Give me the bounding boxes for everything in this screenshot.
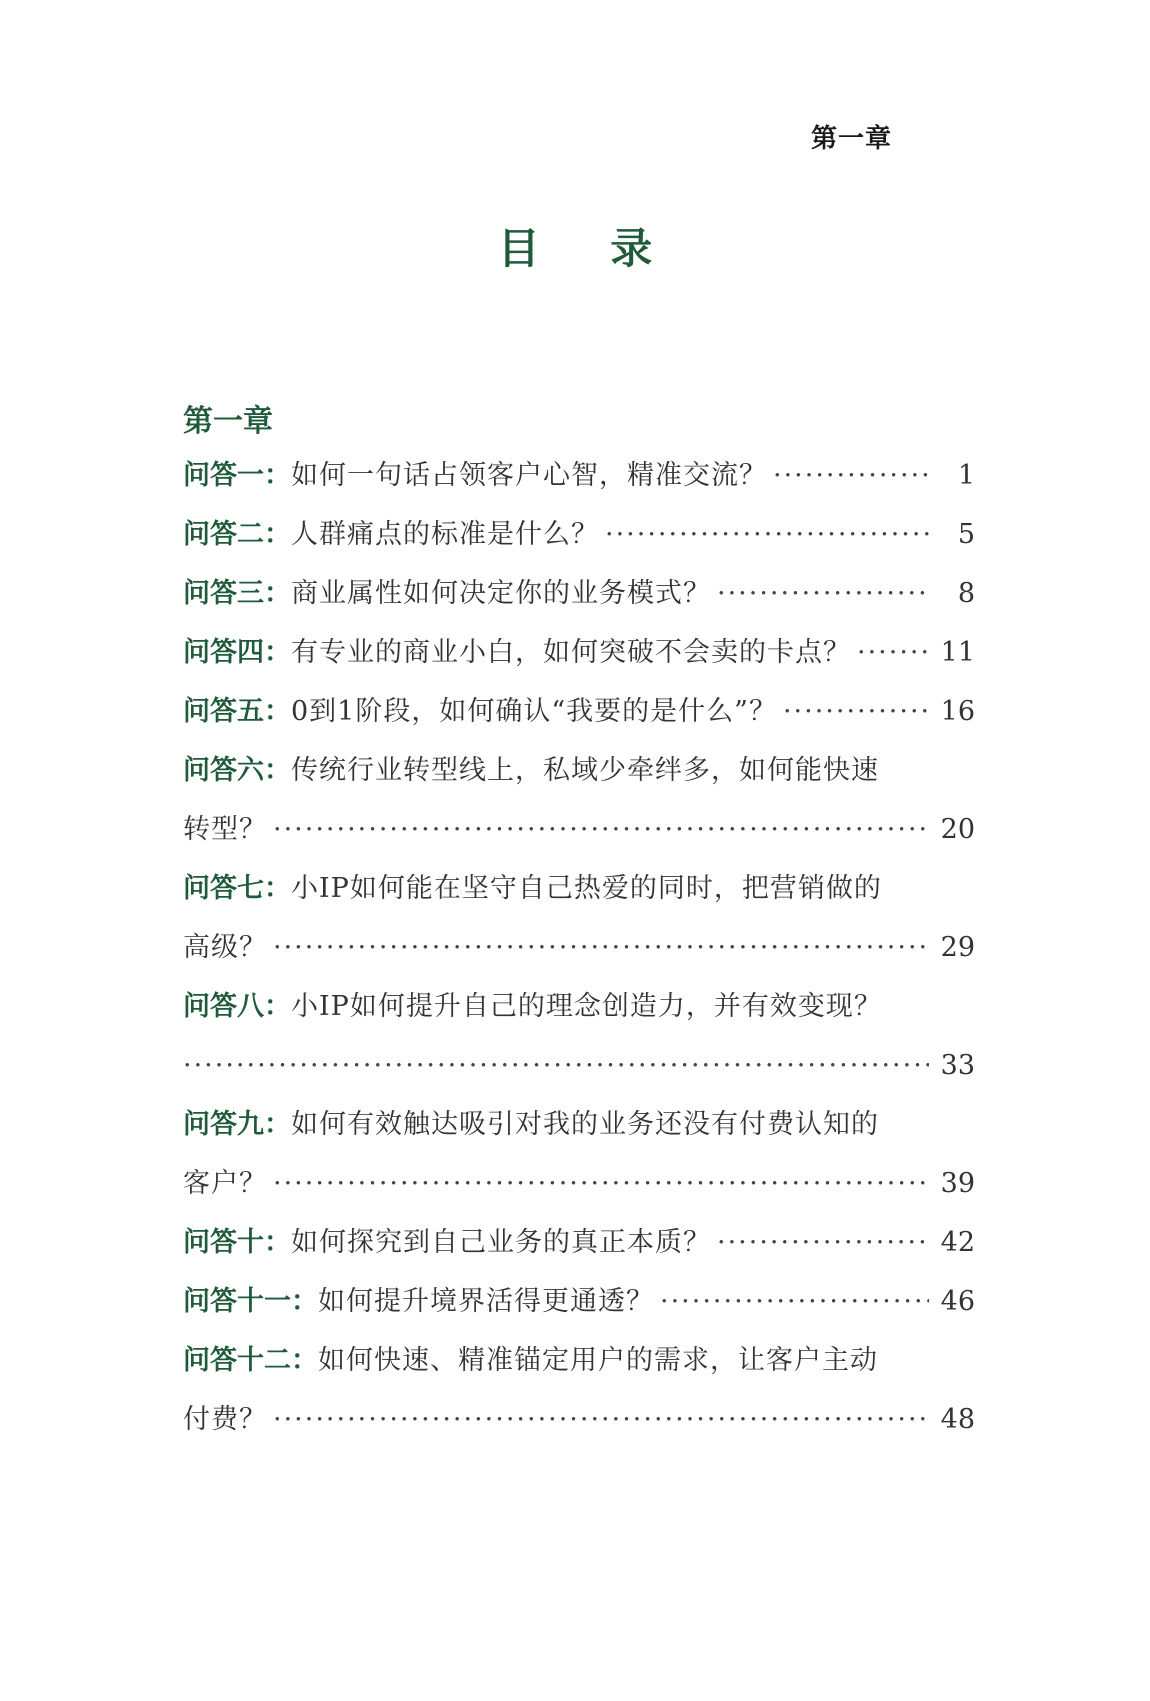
- entry-text: 如何提升境界活得更通透？: [318, 1286, 654, 1317]
- leader-dots: [605, 505, 929, 564]
- chapter-heading: 第一章: [183, 404, 273, 439]
- entry-text-continued: 转型？: [183, 814, 267, 845]
- toc-entry[interactable]: [183, 505, 975, 564]
- leader-dots: [660, 1272, 929, 1331]
- entry-page-number: 39: [940, 1168, 975, 1199]
- entry-page-number: 48: [940, 1404, 975, 1435]
- entry-text: 如何一句话占领客户心智，精准交流？: [291, 460, 767, 491]
- toc-entry[interactable]: [183, 564, 975, 623]
- entry-text-continued: 客户？: [183, 1168, 267, 1199]
- entry-text: 人群痛点的标准是什么？: [291, 519, 599, 550]
- entry-label: 问答五：: [183, 696, 291, 727]
- entry-text: 小IP如何提升自己的理念创造力，并有效变现？: [291, 991, 882, 1022]
- entry-page-number: 11: [940, 637, 975, 668]
- entry-label: 问答九：: [183, 1109, 291, 1140]
- entry-page-number: 20: [940, 814, 975, 845]
- entry-text: 小IP如何能在坚守自己热爱的同时，把营销做的: [291, 873, 882, 904]
- toc-entry[interactable]: [183, 446, 975, 505]
- entry-label: 问答八：: [183, 991, 291, 1022]
- entry-text: 有专业的商业小白，如何突破不会卖的卡点？: [291, 637, 851, 668]
- entry-page-number: 33: [940, 1050, 975, 1081]
- entry-text: 如何有效触达吸引对我的业务还没有付费认知的: [291, 1109, 879, 1140]
- entry-page-number: 46: [940, 1286, 975, 1317]
- entry-text: 传统行业转型线上，私域少牵绊多，如何能快速: [291, 755, 879, 786]
- entry-label: 问答七：: [183, 873, 291, 904]
- toc-entry[interactable]: [183, 623, 975, 682]
- entry-label: 问答一：: [183, 460, 291, 491]
- leader-dots: [773, 446, 929, 505]
- leader-dots: [273, 1154, 929, 1213]
- leader-dots: [717, 564, 929, 623]
- running-head: 第一章: [810, 124, 892, 154]
- entry-page-number: 1: [957, 460, 975, 491]
- entry-text: 0到1阶段，如何确认“我要的是什么”？: [291, 696, 777, 727]
- entry-label: 问答十一：: [183, 1286, 318, 1317]
- entry-label: 问答六：: [183, 755, 291, 786]
- entry-page-number: 5: [957, 519, 975, 550]
- toc-entry[interactable]: [183, 977, 975, 1095]
- leader-dots: [783, 682, 929, 741]
- table-of-contents: [183, 400, 975, 1449]
- toc-entry[interactable]: [183, 682, 975, 741]
- entry-text: 如何快速、精准锚定用户的需求，让客户主动: [318, 1345, 878, 1376]
- entry-text: 如何探究到自己业务的真正本质？: [291, 1227, 711, 1258]
- toc-title: 目 录: [497, 224, 681, 273]
- entry-text-continued: 高级？: [183, 932, 267, 963]
- leader-dots: [717, 1213, 929, 1272]
- leader-dots: [273, 800, 929, 859]
- toc-entry[interactable]: [183, 1213, 975, 1272]
- entry-label: 问答十二：: [183, 1345, 318, 1376]
- entry-page-number: 16: [940, 696, 975, 727]
- entry-text-continued: 付费？: [183, 1404, 267, 1435]
- leader-dots: [857, 623, 929, 682]
- toc-entry[interactable]: [183, 1272, 975, 1331]
- entry-page-number: 29: [940, 932, 975, 963]
- toc-entry[interactable]: [183, 1331, 975, 1449]
- leader-dots: [273, 918, 929, 977]
- entry-page-number: 8: [957, 578, 975, 609]
- entry-label: 问答二：: [183, 519, 291, 550]
- toc-entry[interactable]: [183, 859, 975, 977]
- leader-dots: [183, 1036, 929, 1095]
- toc-entry[interactable]: [183, 741, 975, 859]
- toc-entry[interactable]: [183, 1095, 975, 1213]
- entry-text: 商业属性如何决定你的业务模式？: [291, 578, 711, 609]
- entry-page-number: 42: [940, 1227, 975, 1258]
- entry-label: 问答三：: [183, 578, 291, 609]
- entry-label: 问答十：: [183, 1227, 291, 1258]
- entry-label: 问答四：: [183, 637, 291, 668]
- leader-dots: [273, 1390, 929, 1449]
